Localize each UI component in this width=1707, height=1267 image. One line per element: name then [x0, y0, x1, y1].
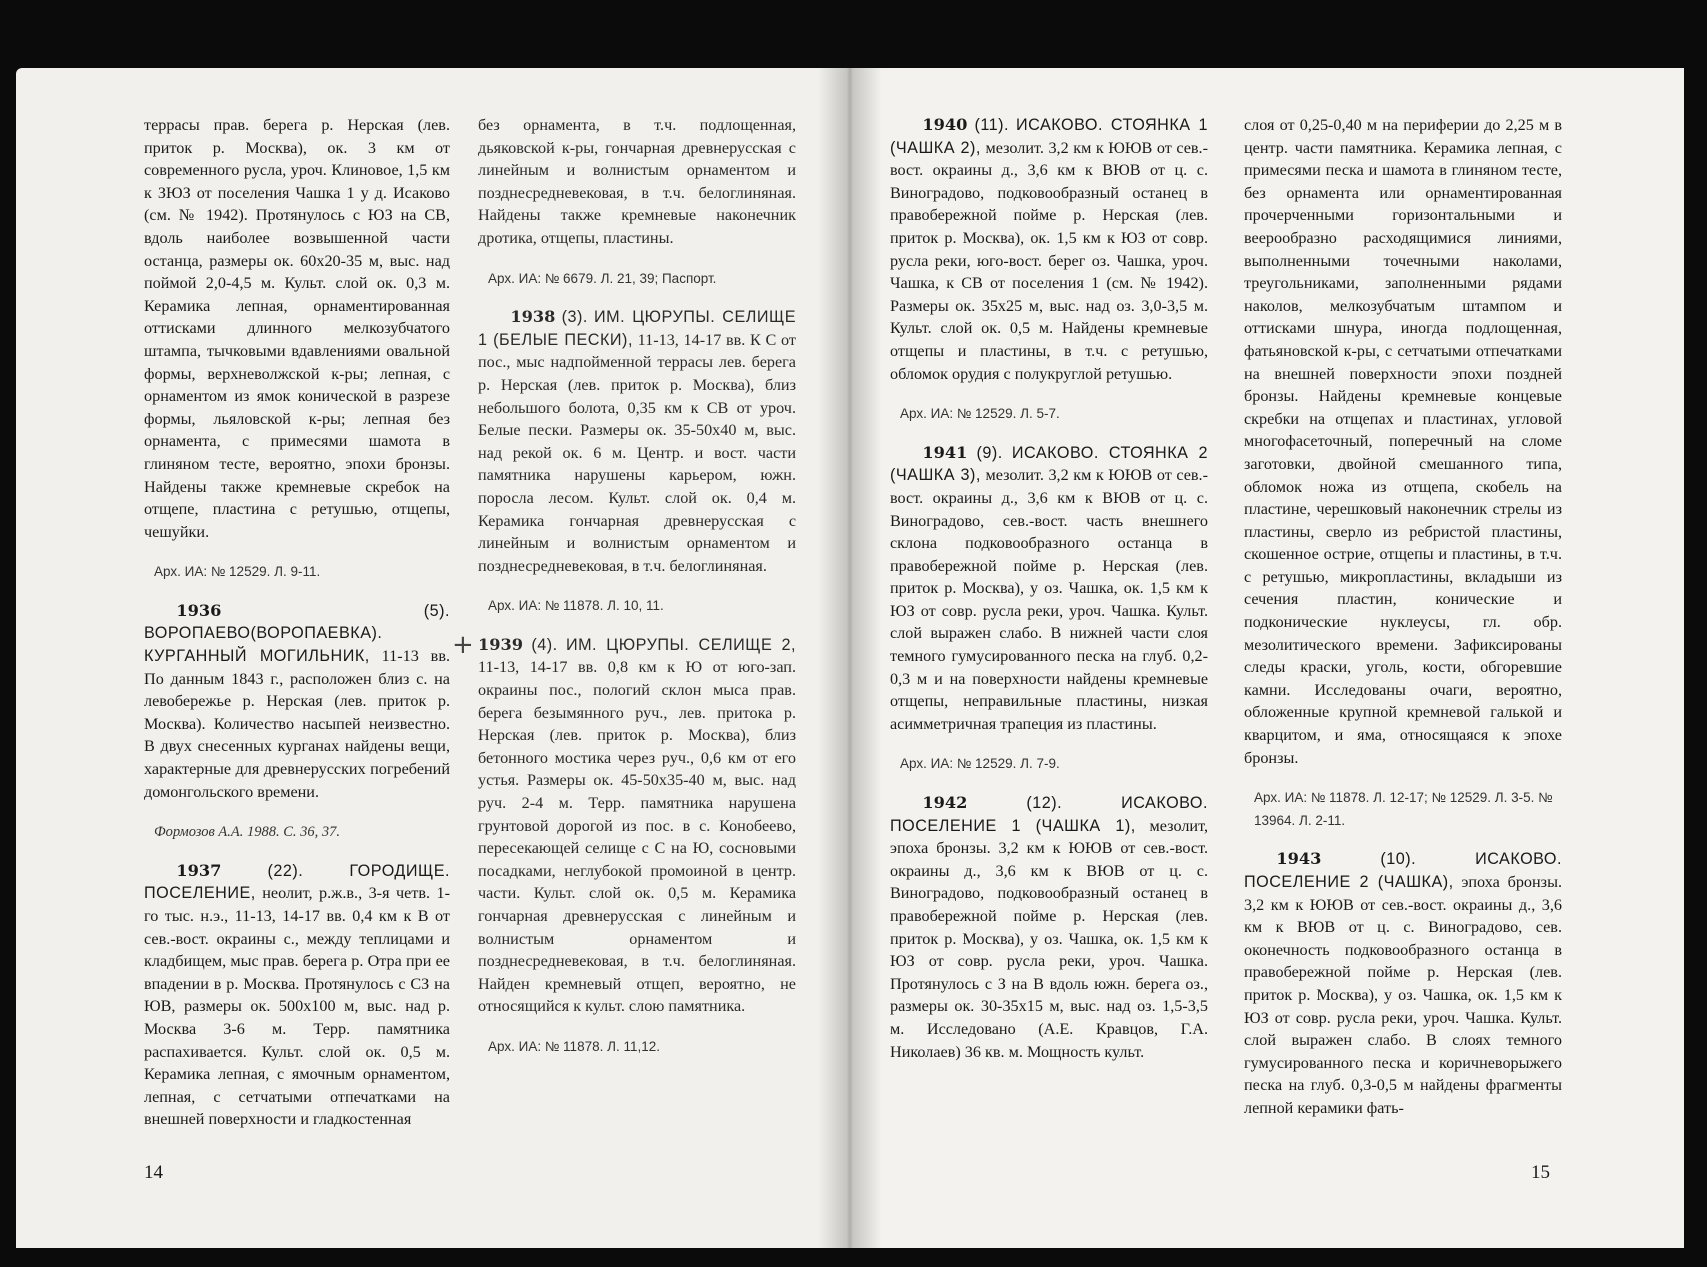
- entry-title: ИСАКОВО. ПОСЕЛЕНИЕ 1 (ЧАШКА 1),: [890, 794, 1209, 835]
- entry-title: ИСАКОВО. СТОЯНКА 2 (ЧАШКА 3),: [890, 443, 1208, 485]
- archive-reference: Арх. ИА: № 11878. Л. 10, 11.: [488, 598, 664, 614]
- page-number: 14: [144, 1162, 163, 1183]
- entry-count: (11).: [974, 116, 1010, 134]
- left-page-column-1: [144, 114, 450, 1131]
- continued-paragraph: террасы прав. берега р. Нерская (лев. приток р. Москва), ок. 3 км от современного русла, уроч. Клиновое, 1,5 км к ЗЮЗ от поселения Чашка 1 у д. Исаково (см. № 1942). Протянулось с ЮЗ на СВ, вдоль наиболее возвышенной части останца, размеры ок. 60х20-35 м, выс. над поймой 2,0-4,5 м. Культ. слой ок. 0,3 м. Керамика лепная, орнаментированная оттисками длинного мелкозубчатого штампа, тычковыми вдавлениями овальной формы, верхневолжской к-ры; лепная, с орнаментом из ямок конической в разрезе формы, льяловской к-ры; лепная без орнамента, с примесями шамота в глиняном тесте, вероятно, эпохи бронзы. Найдены также кремневые скребок на отщепе, пластина с ретушью, отщепы, чешуйки.: [144, 116, 450, 541]
- entry-number: 1943: [1276, 849, 1322, 869]
- entry-1940: [890, 114, 1208, 426]
- entry-title: ИСАКОВО. СТОЯНКА 1 (ЧАШКА 2),: [890, 116, 1208, 157]
- continued-paragraph: слоя от 0,25-0,40 м на периферии до 2,25 м в центр. части памятника. Керамика лепная, с примесями песка и шамота в глиняном тесте, без орнамента или орнаментированная прочерченными горизонтальными и веерообразно расходящимися линиями, выполненными точечными наколами, треугольниками, заполненными рядами наколов, мелкозубчатым штампом и оттисками шнура, иногда подлощенная, фатьяновской к-ры, с сетчатыми отпечатками на внешней поверхности эпохи поздней бронзы. Найдены кремневые концевые скребки на отщепах и пластинах, угловой многофасеточный, поперечный на сломе заготовки, двойной смешанного типа, обломок ножа из отщепа, скобель на пластине, черешковый наконечник стрелы из пластины, сверло из ребристой пластины, скошенное острие, отщепы и пластины, в т.ч. с ретушью, микропластины, вкладыши из сечения пластин, конические и подконические нуклеусы, гл. обр. мезолитического времени. Зафиксированы следы краски, уголь, кости, обгоревшие камни. Исследованы очаги, вероятно, обложенные крупной кремневой галькой и кварцитом, и яма, относящаяся к эпохе бронзы.: [1244, 116, 1562, 767]
- entry-title: ВОРОПАЕВО(ВОРОПАЕВКА). КУРГАННЫЙ МОГИЛЬНИК,: [144, 624, 383, 666]
- entry-count: (22).: [267, 861, 304, 880]
- entry-text: эпоха бронзы. 3,2 км к ЮЮВ от сев.-вост. окраины д., 3,6 км к ВЮВ от ц. с. Виноградово, сев. оконечность подковообразного останца в правобережной пойме р. Нерская (лев. приток р. Москва), у оз. Чашка, ок. 1,5 км к ЮЗ от совр. русла реки, уроч. Чашка. Культ. слой выражен слабо. В слоях темного гумусированного песка и коричневорыжего песка на глуб. 0,3-0,5 м найдены фрагменты лепной керамики фать-: [1244, 873, 1562, 1117]
- archive-reference: Арх. ИА: № 12529. Л. 5-7.: [900, 406, 1060, 422]
- entry-count: (12).: [1026, 794, 1063, 813]
- entry-number: 1936: [176, 600, 222, 620]
- entry-text: 11-13 вв. По данным 1843 г., расположен близ с. на левобережье р. Нерская (лев. приток р. Москва). Количество насыпей неизвестно. В двух снесенных курганах найдены вещи, характерные для древнерусских погребений домонгольского времени.: [144, 647, 451, 801]
- archive-reference: Арх. ИА: № 12529. Л. 7-9.: [900, 756, 1060, 772]
- entry-text: 11-13, 14-17 вв. К С от пос., мыс надпойменной террасы лев. берега р. Нерская (лев. приток р. Москва), близ небольшого болота, 0,35 км к СВ от уроч. Белые пески. Размеры ок. 35-50х40 м, выс. над рекой ок. 6 м. Центр. и вост. части памятника нарушены карьером, южн. поросла лесом. Культ. слой ок. 0,4 м. Керамика гончарная древнерусская с линейным и волнистым орнаментом и позднесредневековая, в т.ч. белоглиняная.: [478, 330, 796, 575]
- entry-1942: [890, 792, 1208, 1063]
- entry-1937: [144, 860, 450, 1131]
- entry-count: (3).: [561, 308, 588, 327]
- entry-text: неолит, р.ж.в., 3-я четв. 1-го тыс. н.э., 11-13, 14-17 вв. 0,4 км к В от сев.-вост. окраины с., между теплицами и кладбищем, мыс прав. берега р. Отра при ее впадении в р. Москва. Протянулось с СЗ на ЮВ, размеры ок. 500х100 м, выс. над р. Москва 3-6 м. Терр. памятника распахивается. Культ. слой ок. 0,5 м. Керамика лепная, с ямочным орнаментом, лепная, с сетчатыми отпечатками на внешней поверхности и гладкостенная: [144, 884, 450, 1129]
- handwritten-mark: +: [452, 629, 474, 660]
- entry-number: 1941: [922, 442, 968, 462]
- entry-text: 11-13, 14-17 вв. 0,8 км к Ю от юго-зап. окраины пос., пологий склон мыса прав. берега безымянного руч., лев. притока р. Нерская (лев. приток р. Москва), близ бетонного мостика через руч., 0,6 км от его устья. Размеры ок. 45-50х35-40 м, выс. над руч. 2-4 м. Терр. памятника нарушена грунтовой дорогой из пос. в с. Конобеево, пересекающей селище с С на Ю, сосновыми посадками, неглубокой промоиной в центр. части. Культ. слой ок. 0,5 м. Керамика гончарная древнерусская с линейным и волнистым орнаментом и позднесредневековая, в т.ч. белоглиняная. Найден кремневый отщеп, вероятно, не относящийся к культ. слою памятника.: [478, 658, 796, 1016]
- right-page-column-1: [890, 114, 1208, 1063]
- entry-number: 1937: [176, 860, 222, 880]
- archive-reference: Арх. ИА: № 11878. Л. 11,12.: [488, 1038, 660, 1054]
- entry-text: мезолит. 3,2 км к ЮЮВ от сев.-вост. окраины д., 3,6 км к ВЮВ от ц. с. Виноградово, подковообразный останец в правобережной пойме р. Нерская (лев. приток р. Москва), ок. 1,5 км к ЮЗ от совр. русла реки, юго-вост. берег оз. Чашка, уроч. Чашка, к СВ от поселения 1 (см. № 1942). Размеры ок. 35х25 м, выс. над оз. 3,0-3,5 м. Культ. слой ок. 0,5 м. Найдены кремневые отщепы и пластины, в т.ч. с ретушью, обломок орудия с полукруглой ретушью.: [890, 138, 1208, 383]
- literature-reference: Формозов А.А. 1988. С. 36, 37.: [154, 824, 341, 841]
- entry-count: (4).: [531, 635, 558, 654]
- entry-1943: [1244, 848, 1562, 1119]
- entry-count: (5).: [423, 601, 450, 620]
- entry-title: ИМ. ЦЮРУПЫ. СЕЛИЩЕ 1 (БЕЛЫЕ ПЕСКИ),: [478, 308, 797, 349]
- continued-paragraph: без орнамента, в т.ч. подлощенная, дьяковской к-ры, гончарная древнерусская с линейным и волнистым орнаментом и позднесредневековая, в т.ч. белоглиняная. Найдены также кремневые наконечник дротика, отщепы, пластины.: [478, 116, 796, 247]
- right-page-column-2: [1244, 114, 1562, 1120]
- entry-number: 1939: [478, 634, 524, 654]
- entry-text: мезолит, эпоха бронзы. 3,2 км к ЮЮВ от сев.-вост. окраины д., 3,6 км к ВЮВ от ц. с. Виноградово, подковообразный останец в правобережной пойме р. Нерская (лев. приток р. Москва), у оз. Чашка, ок. 1,5 км к ЮЗ от совр. русла реки, уроч. Чашка. Протянулось с З на В вдоль южн. берега оз., размеры ок. 30-35х15 м, выс. над оз. 1,5-3,5 м. Исследовано (А.Е. Кравцов, Г.А. Николаев) 36 кв. м. Мощность культ.: [890, 816, 1208, 1061]
- entry-title: ИСАКОВО. ПОСЕЛЕНИЕ 2 (ЧАШКА),: [1244, 850, 1563, 891]
- entry-title: ИМ. ЦЮРУПЫ. СЕЛИЩЕ 2,: [565, 635, 797, 654]
- left-page-column-2: [452, 114, 797, 1065]
- archive-reference: Арх. ИА: № 6679. Л. 21, 39; Паспорт.: [488, 270, 717, 286]
- entry-1936: [144, 600, 450, 844]
- left-page: [16, 68, 850, 1248]
- page-number: 15: [1531, 1162, 1550, 1183]
- entry-1941: [890, 442, 1208, 776]
- entry-number: 1938: [510, 307, 556, 327]
- entry-count: (9).: [976, 443, 1003, 462]
- entry-title: ГОРОДИЩЕ. ПОСЕЛЕНИЕ,: [144, 861, 451, 903]
- archive-reference: Арх. ИА: № 11878. Л. 12-17; № 12529. Л. 3-5. № 13964. Л. 2-11.: [1254, 790, 1553, 828]
- archive-reference: Арх. ИА: № 12529. Л. 9-11.: [154, 564, 321, 580]
- right-page: [850, 68, 1684, 1248]
- entry-number: 1942: [922, 793, 968, 813]
- entry-1938: [478, 306, 796, 618]
- entry-text: мезолит. 3,2 км к ЮЮВ от сев.-вост. окраины д., 3,6 км к ВЮВ от ц. с. Виноградово, сев.-вост. часть внешнего склона подковообразного останца в правобережной пойме р. Нерская (лев. приток р. Москва), у оз. Чашка, ок. 1,5 км к ЮЗ от совр. русла реки, уроч. Чашка. Культ. слой выражен слабо. В нижней части слоя темного гумусированного песка на глуб. 0,2-0,3 м и на поверхности найдены кремневые отщепы, неправильные пластины, низкая асимметричная трапеция из пластины.: [890, 466, 1208, 733]
- entry-count: (10).: [1380, 850, 1417, 869]
- entry-1939: [452, 629, 797, 1059]
- entry-number: 1940: [922, 115, 968, 134]
